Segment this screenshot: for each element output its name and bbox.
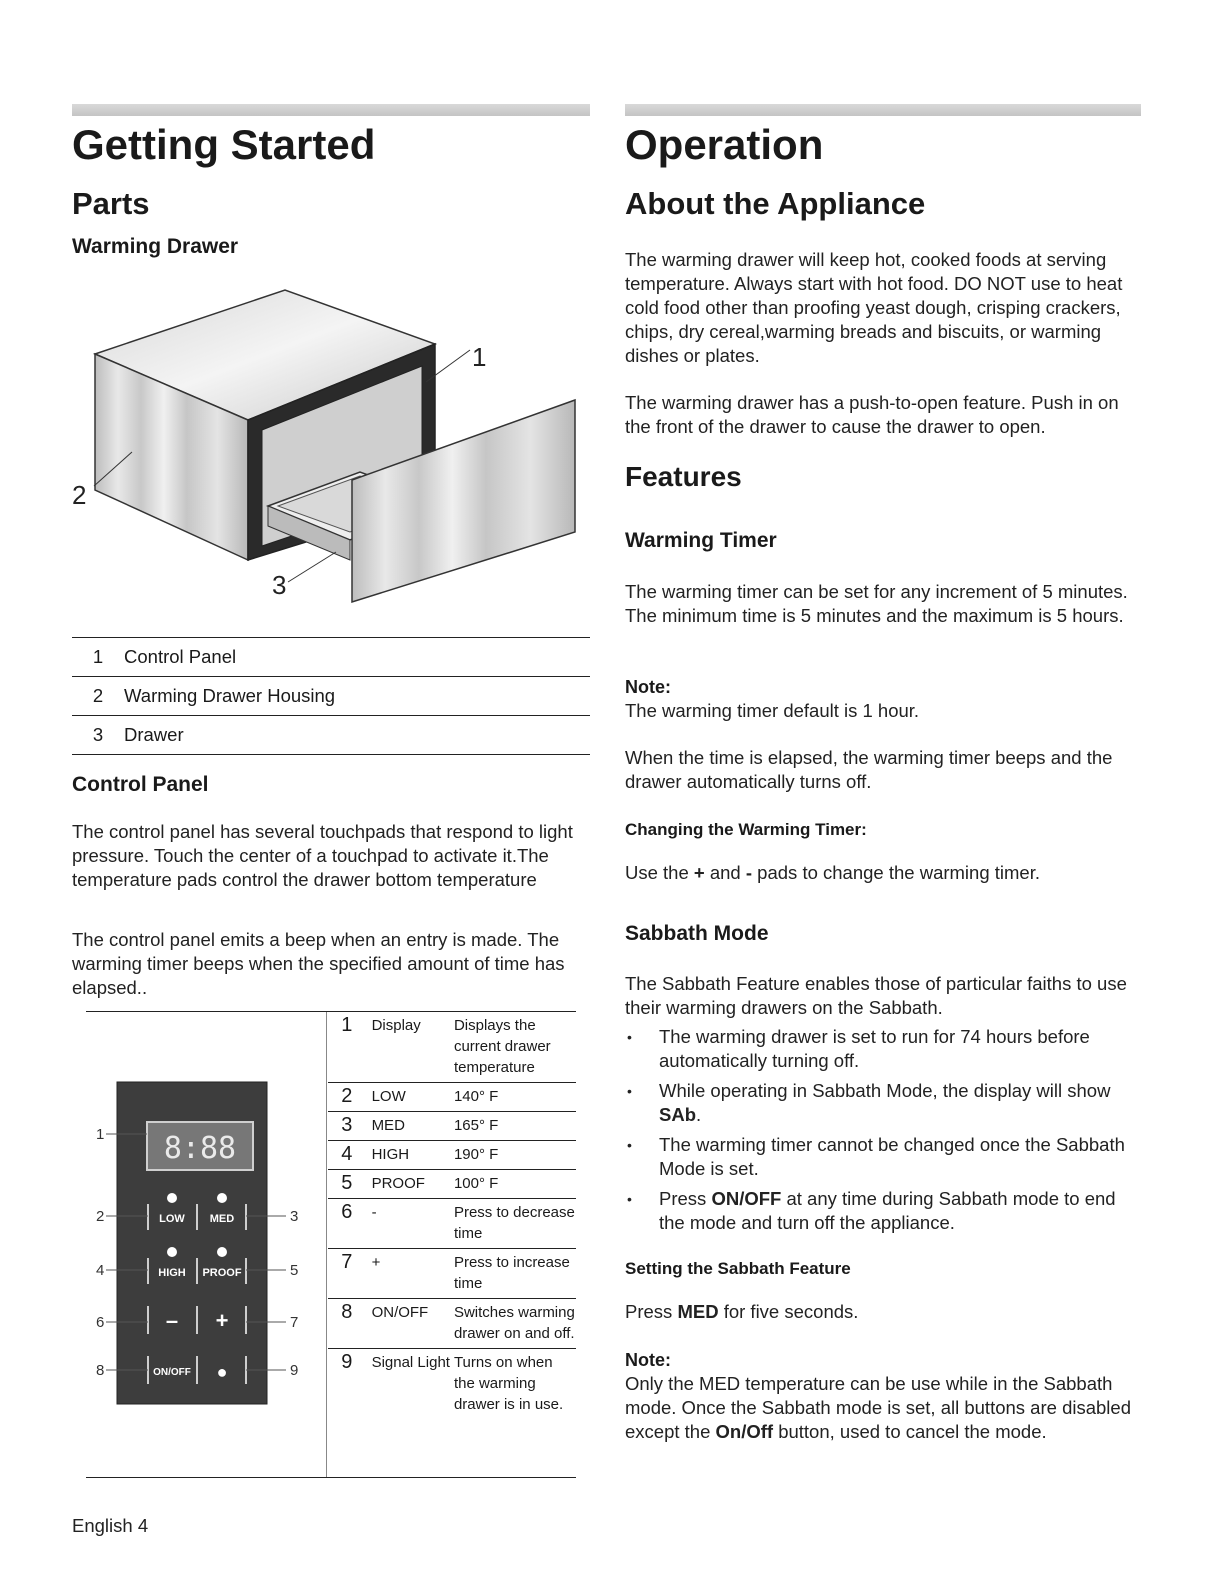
panel-callout-1: 1 (96, 1126, 105, 1143)
part-label: Warming Drawer Housing (124, 677, 590, 716)
setting-text-post: for five seconds. (718, 1301, 859, 1322)
part-number: 3 (72, 716, 124, 755)
list-item (625, 1079, 1141, 1127)
warming-drawer-heading: Warming Drawer (72, 235, 239, 258)
list-item (625, 1187, 1141, 1235)
table-row (328, 1249, 576, 1299)
row-name: Signal Light (371, 1354, 450, 1371)
table-row (328, 1012, 576, 1083)
row-name: ON/OFF (362, 1299, 454, 1349)
row-description: 140° F (454, 1083, 576, 1112)
row-description: Displays the current drawer temperature (454, 1012, 576, 1083)
list-item (625, 1133, 1141, 1181)
bullet-4-text: Press (659, 1188, 712, 1209)
table-row (328, 1349, 576, 1420)
control-panel-paragraph-2: The control panel emits a beep when an entry is made. The warming timer beeps when the specified amount of time has elapsed.. (72, 929, 565, 998)
control-panel-illustration (90, 1078, 320, 1408)
panel-callout-4: 4 (96, 1262, 105, 1279)
changing-timer-heading: Changing the Warming Timer: (625, 820, 867, 839)
row-description: Turns on when the warming drawer is in use. (453, 1354, 564, 1413)
features-heading: Features (625, 461, 742, 492)
bullet-1-text: The warming drawer is set to run for 74 hours before automatically turning off. (659, 1026, 1090, 1071)
control-panel-legend-table (328, 1012, 576, 1419)
table-row (328, 1141, 576, 1170)
onoff-button-name: On/Off (715, 1421, 774, 1442)
panel-callout-7: 7 (290, 1314, 299, 1331)
panel-callout-5: 5 (290, 1262, 299, 1279)
drawer-callout-3: 3 (272, 570, 287, 600)
warming-timer-heading: Warming Timer (625, 529, 777, 552)
control-panel-figure-divider (326, 1012, 327, 1477)
row-number: 6 (328, 1199, 362, 1249)
warming-drawer-illustration (70, 270, 590, 610)
table-row (72, 716, 590, 755)
row-name: PROOF (362, 1170, 454, 1199)
row-name: LOW (362, 1083, 454, 1112)
control-panel-drawing (90, 1078, 320, 1408)
med-label: MED (677, 1301, 719, 1322)
changing-text-pre: Use the (625, 862, 694, 883)
control-panel-paragraph-1: The control panel has several touchpads that respond to light pressure. Touch the center of a touchpad to activate it.The temperature pads control the drawer bottom temperature (72, 821, 573, 890)
drawer-callout-1: 1 (472, 342, 487, 372)
row-name: Display (362, 1012, 454, 1083)
parts-heading: Parts (72, 186, 150, 221)
row-number: 5 (328, 1170, 362, 1199)
part-label: Control Panel (124, 638, 590, 677)
about-paragraph-1: The warming drawer will keep hot, cooked foods at serving temperature. Always start with hot food. DO NOT use to heat cold food other than proofing yeast dough, crisping crackers, chips, dry cereal,warming breads and biscuits, or warming dishes or plates. (625, 249, 1123, 366)
left-header-rule (72, 104, 590, 116)
about-heading: About the Appliance (625, 186, 926, 221)
setting-sabbath-paragraph (625, 1300, 1141, 1324)
changing-timer-paragraph (625, 861, 1141, 885)
low-button-label: LOW (159, 1213, 185, 1225)
row-number: 9 (341, 1351, 353, 1373)
plus-pad-label: + (693, 862, 705, 883)
changing-text-mid: and (704, 862, 746, 883)
row-description: 190° F (454, 1141, 576, 1170)
page-title-operation: Operation (625, 121, 824, 168)
sabbath-bullet-list (625, 1025, 1141, 1241)
panel-callout-2: 2 (96, 1208, 105, 1225)
row-name: HIGH (362, 1141, 454, 1170)
row-number: 4 (328, 1141, 362, 1170)
page-title-getting-started: Getting Started (72, 121, 376, 168)
row-description: Press to decrease time (454, 1199, 576, 1249)
row-number: 2 (328, 1083, 362, 1112)
part-number: 2 (72, 677, 124, 716)
part-label: Drawer (124, 716, 590, 755)
bullet-2-end: . (696, 1104, 702, 1125)
changing-text-post: pads to change the warming timer. (752, 862, 1040, 883)
panel-callout-3: 3 (290, 1208, 299, 1225)
row-description: 165° F (454, 1112, 576, 1141)
high-button-label: HIGH (158, 1267, 186, 1279)
minus-pad-label: - (745, 862, 753, 883)
plus-button-label: + (215, 1308, 229, 1333)
sabbath-mode-heading: Sabbath Mode (625, 922, 769, 945)
setting-text-pre: Press (625, 1301, 678, 1322)
table-row (328, 1083, 576, 1112)
row-name: - (362, 1199, 454, 1249)
sabbath-paragraph: The Sabbath Feature enables those of particular faiths to use their warming drawers on the Sabbath. (625, 973, 1127, 1018)
row-number: 1 (328, 1012, 362, 1083)
table-row (328, 1299, 576, 1349)
panel-callout-8: 8 (96, 1362, 105, 1379)
row-number: 7 (328, 1249, 362, 1299)
page-footer: English 4 (72, 1515, 149, 1536)
note-2-text-pre: Only the MED temperature can be use while in the Sabbath mode. Once the Sabbath mode is set, all buttons are disabled except the (625, 1373, 1131, 1442)
row-number: 8 (328, 1299, 362, 1349)
bullet-2-text: While operating in Sabbath Mode, the display will show (659, 1080, 1111, 1101)
list-item (625, 1025, 1141, 1073)
proof-button-label: PROOF (202, 1267, 242, 1279)
table-row (328, 1112, 576, 1141)
row-name: MED (362, 1112, 454, 1141)
onoff-button-label: ON/OFF (153, 1367, 191, 1378)
onoff-label: ON/OFF (711, 1188, 782, 1209)
row-number: 3 (328, 1112, 362, 1141)
minus-button-label: – (165, 1308, 179, 1333)
table-row (328, 1170, 576, 1199)
note-label-2: Note: (625, 1350, 671, 1370)
row-description: 100° F (454, 1170, 576, 1199)
note-1-text: The warming timer default is 1 hour. (625, 700, 920, 721)
parts-table (72, 637, 590, 755)
warming-timer-paragraph: The warming timer can be set for any increment of 5 minutes. The minimum time is 5 minutes and the maximum is 5 hours. (625, 581, 1128, 626)
table-row (328, 1199, 576, 1249)
setting-sabbath-heading: Setting the Sabbath Feature (625, 1259, 851, 1278)
note-2-text-post: button, used to cancel the mode. (773, 1421, 1047, 1442)
part-number: 1 (72, 638, 124, 677)
note-2-paragraph (625, 1372, 1141, 1444)
bullet-3-text: The warming timer cannot be changed once the Sabbath Mode is set. (659, 1134, 1125, 1179)
bullet-4-end: at any time during Sabbath mode to end the mode and turn off the appliance. (659, 1188, 1116, 1233)
note-label-1: Note: (625, 677, 671, 697)
panel-callout-9: 9 (290, 1362, 299, 1379)
control-panel-figure-rule-bottom (86, 1477, 576, 1478)
row-name: + (362, 1249, 454, 1299)
row-description: Switches warming drawer on and off. (454, 1299, 576, 1349)
right-header-rule (625, 104, 1141, 116)
panel-callout-6: 6 (96, 1314, 105, 1331)
signal-light-icon: ● (216, 1362, 228, 1382)
display-digits: 8:88 (163, 1131, 237, 1166)
elapsed-paragraph: When the time is elapsed, the warming timer beeps and the drawer automatically turns off. (625, 747, 1113, 792)
sab-display-text: SAb (659, 1104, 696, 1125)
drawer-callout-2: 2 (72, 480, 87, 510)
about-paragraph-2: The warming drawer has a push-to-open feature. Push in on the front of the drawer to cause the drawer to open. (625, 392, 1119, 437)
control-panel-heading: Control Panel (72, 773, 209, 796)
med-button-label: MED (209, 1213, 235, 1225)
warming-drawer-drawing (70, 270, 590, 610)
table-row (72, 677, 590, 716)
row-description: Press to increase time (454, 1249, 576, 1299)
table-row (72, 638, 590, 677)
